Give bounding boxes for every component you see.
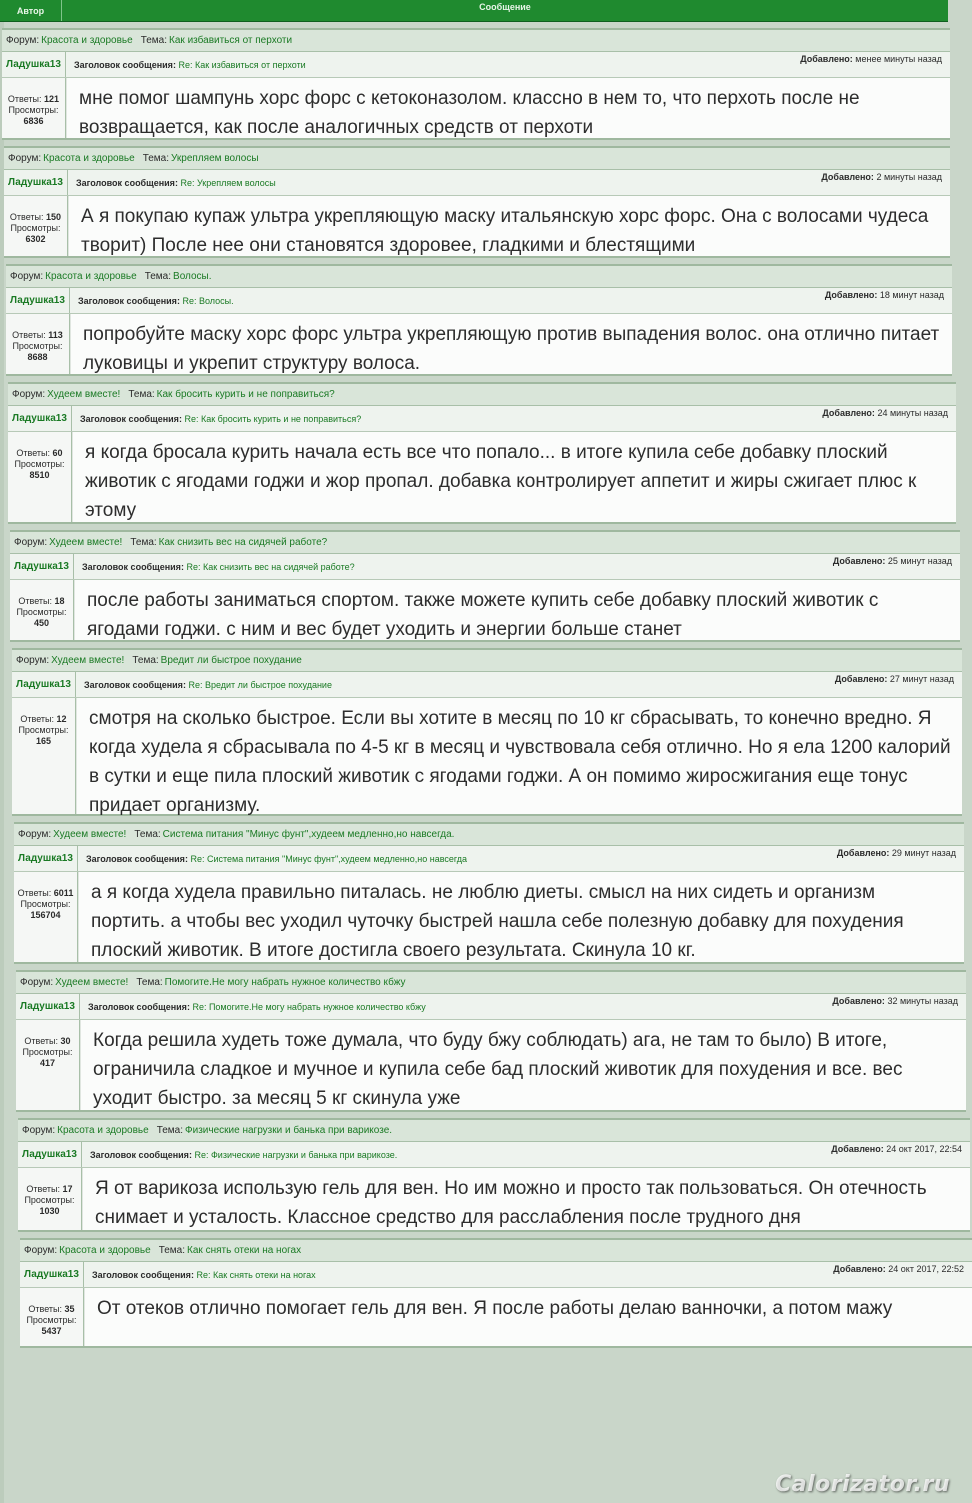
post-stats [16,1020,80,1110]
topic-link[interactable]: Как снять отеки на ногах [187,1245,302,1256]
post-message: А я покупаю купаж ультра укрепляющую маску итальянскую хорс форс. Она с волосами чудеса творит) После нее они становятся здоровее, гладкими и блестящими [68,196,950,256]
post-subject [92,1270,316,1280]
added-time: 29 минут назад [891,848,956,858]
forum-label: Форум: [6,35,40,46]
post-stats [12,698,76,814]
post-header-row [16,994,966,1020]
views-count: 5437 [41,1326,62,1336]
subject-link[interactable]: Re: Как снять отеки на ногах [196,1270,316,1280]
views-label: Просмотры: [26,1315,77,1325]
forum-label: Форум: [24,1245,58,1256]
post-forum-row [10,530,960,554]
post-body-row [20,1288,972,1348]
forum-link[interactable]: Худеем вместе! [51,655,125,666]
post-message: я когда бросала курить начала есть все что попало... в итоге купила себе добавку плоский животик с ягодами годжи и жор пропал. добавка контролирует аппетит и жиры сжигает плюс к этому [72,432,956,522]
post-subject-cell [78,846,964,871]
forum-link[interactable]: Красота и здоровье [41,35,133,46]
forum-link[interactable]: Худеем вместе! [53,829,127,840]
views-count: 6302 [25,234,46,244]
subject-label: Заголовок сообщения: [92,1270,194,1280]
post-added [825,290,944,300]
post-header-row [18,1142,970,1168]
post-subject [90,1150,397,1160]
post-subject [82,562,355,572]
post-subject-cell [68,170,950,195]
topic-link[interactable]: Вредит ли быстрое похудание [160,655,302,666]
post-body-row [18,1168,970,1232]
added-label: Добавлено: [824,290,878,300]
forum-link[interactable]: Красота и здоровье [45,271,137,282]
subject-label: Заголовок сообщения: [78,296,180,306]
post-header-row [12,672,962,698]
forum-label: Форум: [14,537,48,548]
added-time: 25 минут назад [887,556,952,566]
post-subject-cell [74,554,960,579]
post [14,822,964,964]
replies-count: 113 [48,330,63,340]
post-added [821,172,942,182]
added-label: Добавлено: [821,172,874,182]
forum-label: Форум: [16,655,50,666]
added-time: 24 минуты назад [877,408,948,418]
replies-count: 12 [56,714,67,724]
post-forum-row [18,1118,970,1142]
forum-label: Форум: [20,977,54,988]
forum-link[interactable]: Красота и здоровье [59,1245,151,1256]
post-added [833,556,952,566]
added-label: Добавлено: [832,556,886,566]
replies-label: Ответы: [17,888,52,898]
subject-link[interactable]: Re: Физические нагрузки и банька при варикозе. [194,1150,398,1160]
post-added [833,1264,964,1274]
replies-label: Ответы: [28,1304,63,1314]
post [4,146,950,258]
post-subject [84,680,332,690]
post-forum-row [4,146,950,170]
topic-label: Тема: [140,35,168,46]
subject-label: Заголовок сообщения: [76,178,178,188]
topic-link[interactable]: Волосы. [173,271,212,282]
header-message: Сообщение [479,2,531,12]
post-forum-row [12,648,962,672]
added-label: Добавлено: [836,848,890,858]
replies-count: 35 [64,1304,75,1314]
post-body-row [6,314,952,376]
forum-link[interactable]: Красота и здоровье [43,153,135,164]
subject-label: Заголовок сообщения: [88,1002,190,1012]
subject-link[interactable]: Re: Укрепляем волосы [180,178,276,188]
post-body-row [16,1020,966,1112]
topic-label: Тема: [158,1245,186,1256]
views-count: 6836 [23,116,44,126]
replies-label: Ответы: [24,1036,59,1046]
post-body-row [4,196,950,258]
forum-link[interactable]: Красота и здоровье [57,1125,149,1136]
forum-link[interactable]: Худеем вместе! [55,977,129,988]
added-time: 32 минуты назад [887,996,958,1006]
forum-label: Форум: [8,153,42,164]
post-body-row [12,698,962,816]
replies-count: 150 [46,212,62,222]
post [20,1238,972,1348]
topic-label: Тема: [136,977,163,988]
forum-label: Форум: [18,829,52,840]
views-count: 450 [33,618,50,628]
post-subject-cell [70,288,952,313]
post-body-row [8,432,956,524]
subject-label: Заголовок сообщения: [82,562,184,572]
post-subject-cell [76,672,962,697]
forum-label: Форум: [10,271,44,282]
added-time: 24 окт 2017, 22:54 [886,1144,962,1154]
watermark-logo: Calorizator.ru [775,1472,950,1497]
topic-link[interactable]: Укрепляем волосы [171,153,259,164]
views-label: Просмотры: [22,1047,73,1057]
post-message: попробуйте маску хорс форс ультра укрепляющую против выпадения волос. она отлично питает луковицы и укрепит структуру волоса. [70,314,952,374]
post-forum-row [2,28,950,52]
post-forum-row [6,264,952,288]
post-subject [76,178,276,188]
views-count: 8510 [29,470,50,480]
post-header-row [10,554,960,580]
topic-link[interactable]: Как избавиться от перхоти [169,35,293,46]
post [10,530,960,642]
views-count: 156704 [30,910,61,920]
post-added [800,54,942,64]
added-label: Добавлено: [800,54,853,64]
header-author: Автор [0,0,62,21]
post-header-row [8,406,956,432]
post-added [832,996,958,1006]
topic-label: Тема: [144,271,172,282]
subject-link[interactable]: Re: Волосы. [182,296,234,306]
added-time: 27 минут назад [889,674,954,684]
post [6,264,952,376]
post-subject [78,296,234,306]
views-label: Просмотры: [16,607,67,617]
post-message: после работы заниматься спортом. также можете купить себе добавку плоский животик с ягодами годжи. с ним и вес будет уходить и энергии больше станет [74,580,960,640]
post-subject-cell [82,1142,970,1167]
forum-link[interactable]: Худеем вместе! [47,389,121,400]
author-link[interactable]: Ладушка13 [16,994,80,1019]
topic-label: Тема: [128,389,155,400]
replies-count: 6011 [53,888,74,898]
author-link[interactable]: Ладушка13 [6,288,70,313]
views-label: Просмотры: [12,341,63,351]
post-subject-cell [84,1262,972,1287]
author-link[interactable]: Ладушка13 [20,1262,84,1287]
post-added [831,1144,962,1154]
post-message: мне помог шампунь хорс форс с кетоконазолом. классно в нем то, что перхоть после не возвращается, как после аналогичных средств от перхоти [66,78,950,138]
post-message: смотря на сколько быстрое. Если вы хотите в месяц по 10 кг сбрасывать, то конечно вредно. Я когда худела я сбрасывала по 4-5 кг в месяц и чувствовала себя отлично. Но я ела 1200 калорий в сутки и еще пила плоский животик с ягодами годжи. А он помимо жиросжигания еще тонус придает организму. [76,698,962,814]
added-label: Добавлено: [832,996,885,1006]
post-stats [20,1288,84,1346]
posts-list [0,28,972,1354]
replies-label: Ответы: [9,212,44,222]
forum-label: Форум: [12,389,46,400]
post-subject [74,60,306,70]
author-link[interactable]: Ладушка13 [18,1142,82,1167]
views-label: Просмотры: [24,1195,75,1205]
replies-label: Ответы: [16,448,51,458]
post-forum-row [14,822,964,846]
author-link[interactable]: Ладушка13 [8,406,72,431]
replies-label: Ответы: [18,596,53,606]
added-time: 18 минут назад [879,290,944,300]
post-subject [88,1002,426,1012]
views-count: 8688 [27,352,48,362]
author-link[interactable]: Ладушка13 [2,52,66,77]
post-subject-cell [66,52,950,77]
topic-label: Тема: [132,655,159,666]
post-added [835,674,954,684]
topic-label: Тема: [134,829,161,840]
subject-label: Заголовок сообщения: [74,60,176,70]
post [2,28,950,140]
forum-link[interactable]: Худеем вместе! [49,537,123,548]
topic-label: Тема: [142,153,170,164]
subject-link[interactable]: Re: Вредит ли быстрое похудание [188,680,332,690]
replies-label: Ответы: [12,330,46,340]
subject-link[interactable]: Re: Помогите.Не могу набрать нужное количество кбжу [192,1002,426,1012]
topic-label: Тема: [156,1125,184,1136]
views-count: 417 [39,1058,56,1068]
added-label: Добавлено: [833,1264,886,1274]
author-link[interactable]: Ладушка13 [12,672,76,697]
subject-link[interactable]: Re: Система питания "Минус фунт",худеем медленно,но навсегда [190,854,468,864]
replies-label: Ответы: [20,714,55,724]
added-label: Добавлено: [822,408,875,418]
views-count: 165 [35,736,52,746]
post [8,382,956,524]
post-added [837,848,956,858]
topic-link[interactable]: Физические нагрузки и банька при варикозе. [185,1125,393,1136]
replies-count: 121 [44,94,60,104]
post-stats [2,78,66,138]
table-header [0,0,948,22]
author-link[interactable]: Ладушка13 [4,170,68,195]
added-time: 2 минуты назад [876,172,942,182]
post [18,1118,970,1232]
added-time: 24 окт 2017, 22:52 [888,1264,964,1274]
post-stats [18,1168,82,1230]
views-label: Просмотры: [14,459,65,469]
post-forum-row [8,382,956,406]
added-label: Добавлено: [831,1144,884,1154]
topic-label: Тема: [130,537,157,548]
post-stats [4,196,68,256]
replies-label: Ответы: [7,94,42,104]
post-header-row [4,170,950,196]
replies-count: 30 [60,1036,71,1046]
subject-link[interactable]: Re: Как снизить вес на сидячей работе? [186,562,355,572]
added-time: менее минуты назад [855,54,942,64]
views-label: Просмотры: [10,223,61,233]
subject-label: Заголовок сообщения: [86,854,188,864]
post-body-row [2,78,950,140]
replies-count: 17 [62,1184,73,1194]
topic-link[interactable]: Как снизить вес на сидячей работе? [158,537,328,548]
subject-link[interactable]: Re: Как избавиться от перхоти [178,60,306,70]
post-message: Я от варикоза использую гель для вен. Но им можно и просто так пользоваться. Он отечность снимает и усталость. Классное средство для расслабления после трудного дня [82,1168,970,1230]
post-subject [80,414,361,424]
subject-label: Заголовок сообщения: [80,414,182,424]
post-added [822,408,948,418]
post-body-row [10,580,960,642]
post [16,970,966,1112]
post-header-row [20,1262,972,1288]
post-subject-cell [80,994,966,1019]
subject-label: Заголовок сообщения: [90,1150,192,1160]
post-stats [10,580,74,640]
replies-count: 60 [52,448,63,458]
post-header-row [14,846,964,872]
subject-label: Заголовок сообщения: [84,680,186,690]
post-subject-cell [72,406,956,431]
views-label: Просмотры: [8,105,59,115]
subject-link[interactable]: Re: Как бросить курить и не поправиться? [184,414,362,424]
post-forum-row [20,1238,972,1262]
topic-link[interactable]: Помогите.Не могу набрать нужное количество кбжу [164,977,406,988]
post-subject [86,854,467,864]
author-link[interactable]: Ладушка13 [14,846,78,871]
post-stats [14,872,78,962]
post-message: а я когда худела правильно питалась. не люблю диеты. смысл на них сидеть и организм портить. а чтобы вес уходил чуточку быстрей нашла себе полезную добавку для похудения плоский животик. В итоге достигла своего результата. Скинула 10 кг. [78,872,964,962]
author-link[interactable]: Ладушка13 [10,554,74,579]
views-count: 1030 [39,1206,60,1216]
post-forum-row [16,970,966,994]
views-label: Просмотры: [20,899,71,909]
topic-link[interactable]: Система питания "Минус фунт",худеем медленно,но навсегда. [162,829,455,840]
views-label: Просмотры: [18,725,69,735]
forum-label: Форум: [22,1125,56,1136]
post-header-row [6,288,952,314]
post-message: От отеков отлично помогает гель для вен. Я после работы делаю ванночки, а потом мажу [84,1288,972,1346]
post [12,648,962,816]
post-message: Когда решила худеть тоже думала, что буду бжу соблюдать) ага, не там то было) В итоге, ограничила сладкое и мучное и купила себе бад плоский животик для похудения и все. вес уходит быстро. за месяц 5 кг скинула уже [80,1020,966,1110]
post-body-row [14,872,964,964]
added-label: Добавлено: [834,674,888,684]
replies-count: 18 [54,596,65,606]
post-header-row [2,52,950,78]
topic-link[interactable]: Как бросить курить и не поправиться? [156,389,335,400]
post-stats [8,432,72,522]
replies-label: Ответы: [26,1184,61,1194]
post-stats [6,314,70,374]
